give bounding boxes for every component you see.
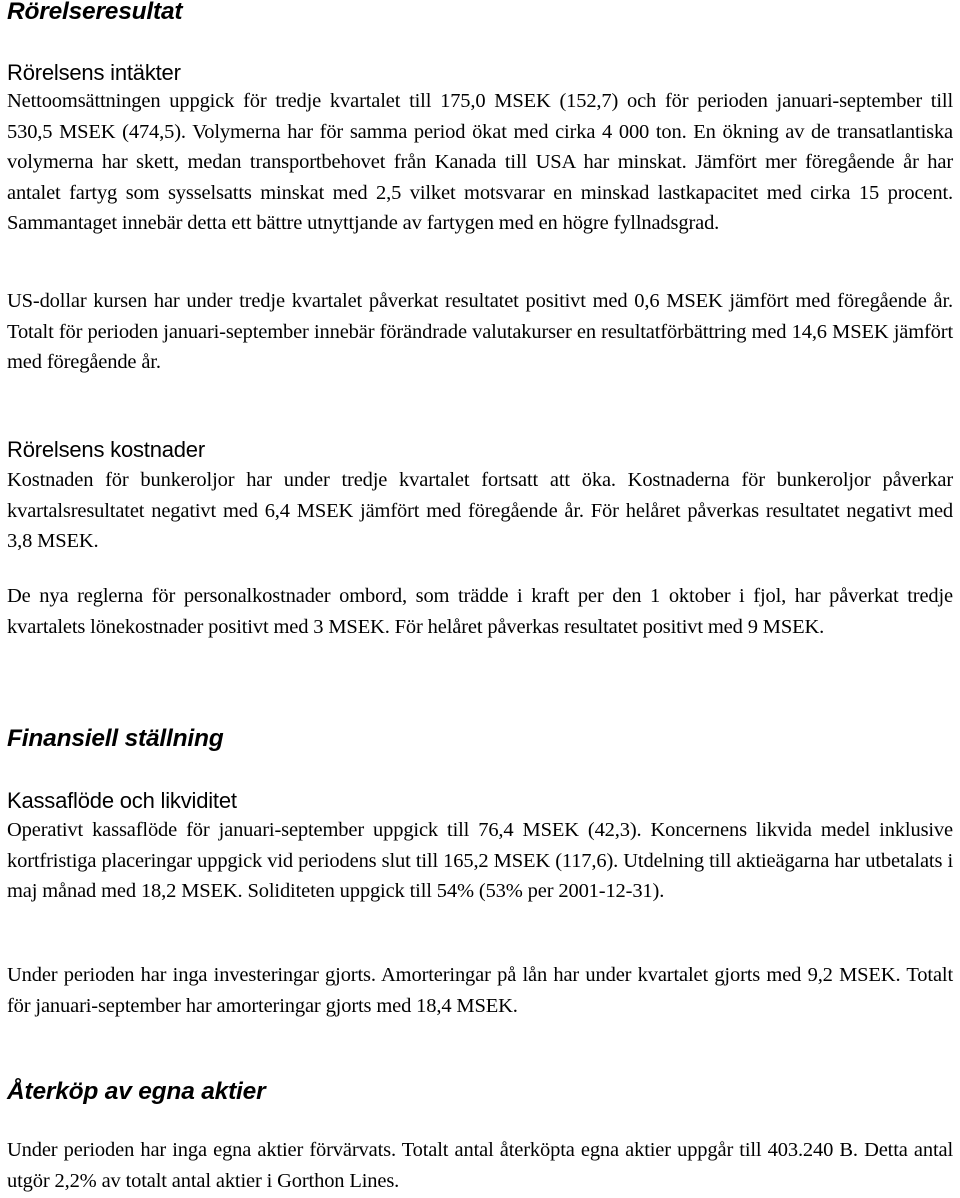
heading-aterkop: Återköp av egna aktier — [7, 1078, 266, 1105]
heading-rorelseresultat: Rörelseresultat — [7, 0, 183, 25]
paragraph-intakter-2: US-dollar kursen har under tredje kvartalet påverkat resultatet positivt med 0,6 MSEK jämfört med föregående år. Totalt för perioden januari-september innebär förändrade valutakurser en resultatförbättring med 14,6 MSEK jämfört med föregående år. — [7, 290, 953, 373]
heading-finansiell-stallning: Finansiell ställning — [7, 725, 224, 752]
paragraph-intakter-1: Nettoomsättningen uppgick för tredje kvartalet till 175,0 MSEK (152,7) och för perioden januari-september till 530,5 MSEK (474,5). Volymerna har för samma period ökat med cirka 4 000 ton. En ökning av de transatlantiska volymerna har skett, medan transportbehovet från Kanada till USA har minskat. Jämfört mer föregående år har antalet fartyg som sysselsatts minskat med 2,5 vilket motsvarar en minskad lastkapacitet med cirka 15 procent. Sammantaget innebär detta ett bättre utnyttjande av fartygen med en högre fyllnadsgrad. — [7, 90, 953, 234]
paragraph-kostnader-1: Kostnaden för bunkeroljor har under tredje kvartalet fortsatt att öka. Kostnaderna för bunkeroljor påverkar kvartalsresultatet negativt med 6,4 MSEK jämfört med föregående år. För helåret påverkas resultatet negativt med 3,8 MSEK. — [7, 469, 953, 552]
heading-rorelsens-intakter: Rörelsens intäkter — [7, 60, 181, 85]
paragraph-kassaflode-2: Under perioden har inga investeringar gjorts. Amorteringar på lån har under kvartalet gjorts med 9,2 MSEK. Totalt för januari-september har amorteringar gjorts med 18,4 MSEK. — [7, 964, 953, 1017]
paragraph-kostnader-2: De nya reglerna för personalkostnader ombord, som trädde i kraft per den 1 oktober i fjol, har påverkat tredje kvartalets lönekostnader positivt med 3 MSEK. För helåret påverkas resultatet positivt med 9 MSEK. — [7, 585, 953, 638]
heading-kassaflode: Kassaflöde och likviditet — [7, 788, 237, 813]
heading-rorelsens-kostnader: Rörelsens kostnader — [7, 437, 205, 462]
paragraph-aterkop-1: Under perioden har inga egna aktier förvärvats. Totalt antal återköpta egna aktier uppgår till 403.240 B. Detta antal utgör 2,2% av totalt antal aktier i Gorthon Lines. — [7, 1139, 953, 1192]
paragraph-kassaflode-1: Operativt kassaflöde för januari-september uppgick till 76,4 MSEK (42,3). Koncernens likvida medel inklusive kortfristiga placeringar uppgick vid periodens slut till 165,2 MSEK (117,6). Utdelning till aktieägarna har utbetalats i maj månad med 18,2 MSEK. Soliditeten uppgick till 54% (53% per 2001-12-31). — [7, 819, 953, 902]
